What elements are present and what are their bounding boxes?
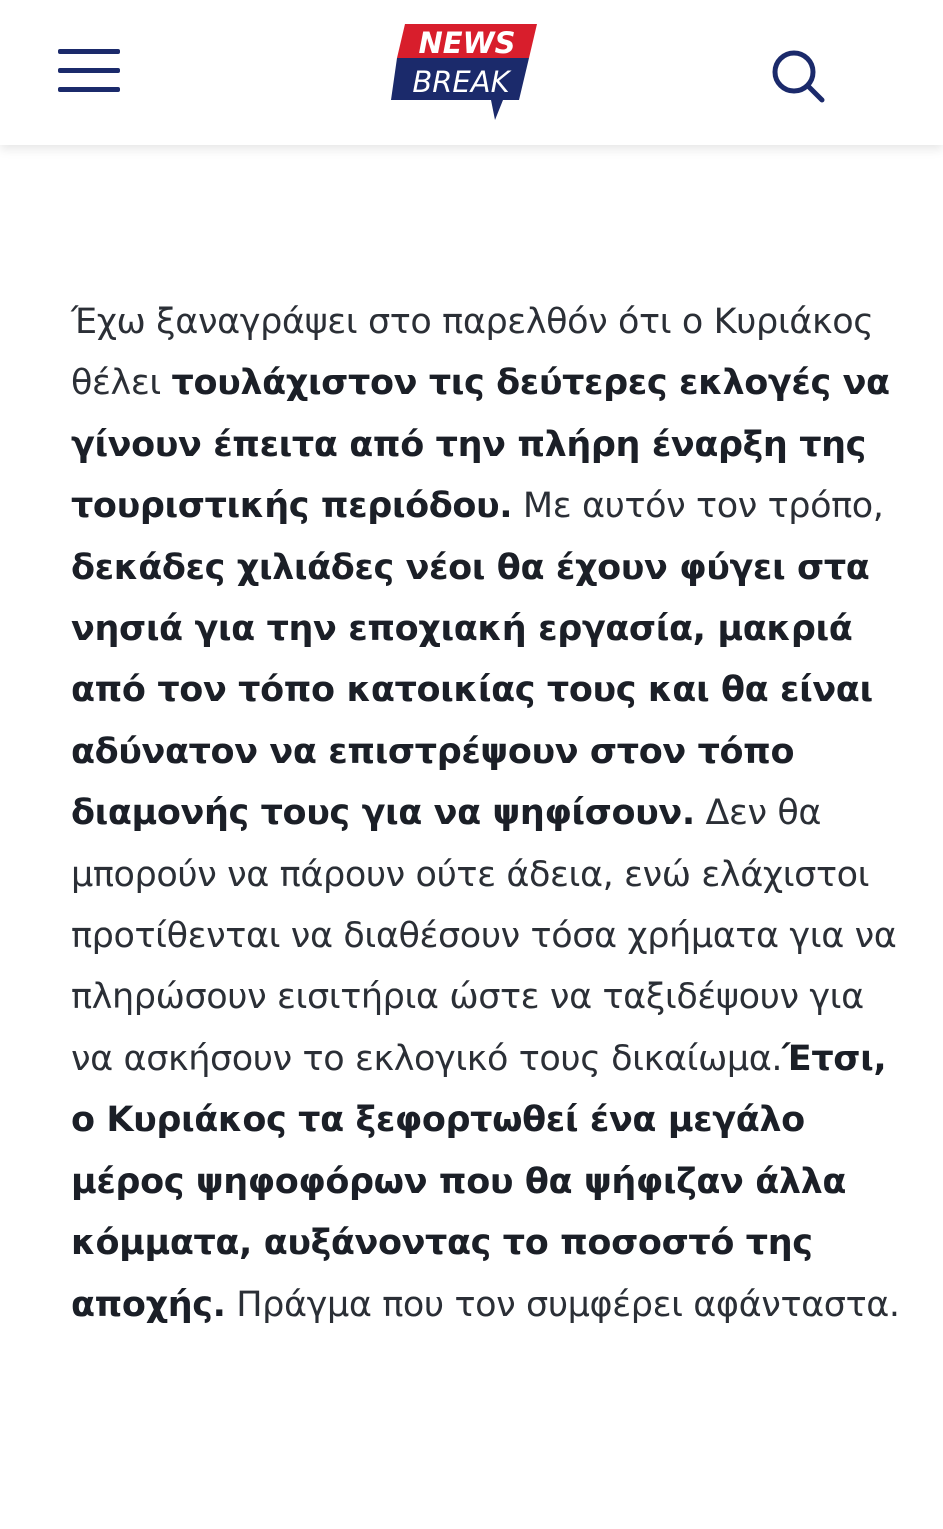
search-icon — [770, 48, 826, 104]
article-bold-text: τουλάχιστον τις δεύτερες εκλογές να γίνουν έπειτα από την πλήρη έναρξη της τουριστικής περιόδου. — [71, 363, 890, 527]
article-text: Δεν θα μπορούν να πάρουν ούτε άδεια, ενώ ελάχιστοι προτίθενται να διαθέσουν τόσα χρήματα για να πληρώσουν εισιτήρια ώστε να ταξιδέψουν για να ασκήσουν το εκλογικό τους δικαίωμα. — [71, 793, 897, 1079]
hamburger-menu-button[interactable] — [58, 49, 120, 93]
menu-bar — [58, 68, 120, 73]
menu-bar — [58, 87, 120, 92]
article-text: Έχω ξαναγράψει στο παρελθόν ότι ο Κυριάκος θέλει — [71, 302, 874, 404]
article-text: Πράγμα που τον συμφέρει αφάνταστα. — [225, 1284, 900, 1325]
newsbreak-logo-mark — [391, 22, 539, 124]
search-button[interactable] — [770, 48, 826, 104]
newsbreak-logo[interactable] — [391, 22, 539, 124]
article-bold-text: δεκάδες χιλιάδες νέοι θα έχουν φύγει στα νησιά για την εποχιακή εργασία, μακριά από τον τόπο κατοικίας τους και θα είναι αδύνατον να επιστρέψουν στον τόπο διαμονής τους για να ψηφίσουν. — [71, 547, 873, 834]
article-body-paragraph — [71, 292, 911, 1336]
logo-text-news: NEWS — [418, 26, 516, 60]
top-header — [0, 0, 943, 145]
logo-text-break: BREAK — [412, 65, 510, 99]
menu-bar — [58, 49, 120, 54]
article-bold-text: Έτσι, ο Κυριάκος τα ξεφορτωθεί ένα μεγάλο μέρος ψηφοφόρων που θα ψήφιζαν άλλα κόμματα, αυξάνοντας το ποσοστό της αποχής. — [71, 1038, 887, 1325]
article-text: Με αυτόν τον τρόπο, — [512, 486, 884, 527]
